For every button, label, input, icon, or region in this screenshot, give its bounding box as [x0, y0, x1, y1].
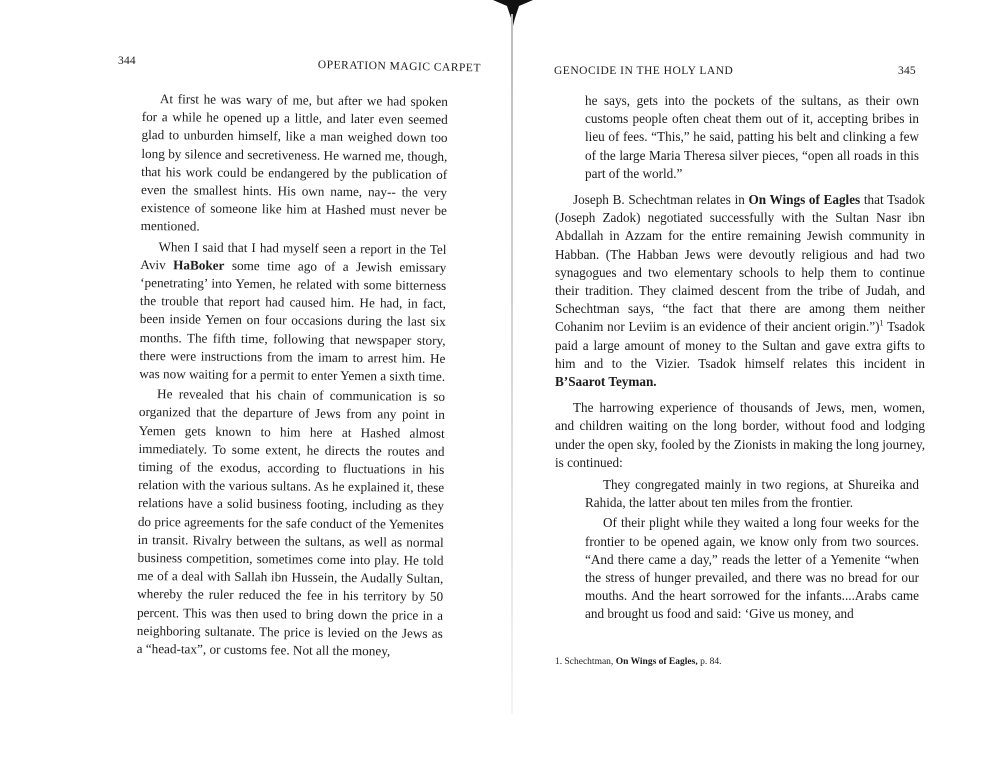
block-quote-continued: he says, gets into the pockets of the sultans, as their own customs people often cheat them out of it, accepting bribes in lieu of fees. “This,” he said, patting his belt and clinking a few of the large Maria Theresa silver pieces, “open all roads in this part of the world.”: [585, 93, 919, 181]
left-page-body: [137, 90, 448, 661]
right-page-number: 345: [898, 65, 916, 77]
paragraph: He revealed that his chain of communication is so organized that the departure of Jews from any point in Yemen gets known to him here at Hashed almost immediately. To some extent, he directs the routes and timing of the exodus, according to fluctuations in his relation with the various sultans. As he explained it, these relations have a solid business footing, including as they do price agreements for the safe conduct of the Yemenites in transit. Rivalry between the sultans, as well as normal business competition, sometimes come into play. He told me of a deal with Sallah ibn Hussein, the Audally Sultan, whereby the ruler reduced the fee in his territory by 50 percent. This was then used to bring down the price in a neighboring sultanate. The price is levied on the Jews as a “head-tax”, or customs fee. Not all the money,: [136, 386, 446, 659]
book-title: On Wings of Eagles: [748, 192, 861, 208]
right-page: [513, 0, 991, 776]
left-page-number: 344: [118, 55, 136, 67]
book-title: B’Saarot Teyman.: [555, 374, 657, 390]
paragraph: When I said that I had myself seen a report in the Tel Aviv HaBoker some time ago of a Jewish emissary ‘penetrating’ into Yemen, he related with some bitterness the trouble that report had caused him. He had, in fact, been inside Yemen on four occasions during the last six months. The fifth time, following that newspaper story, there were instructions from the imam to arrest him. He was now waiting for a permit to enter Yemen a sixth time.: [139, 238, 447, 384]
publication-title: HaBoker: [173, 257, 225, 273]
left-running-head: OPERATION MAGIC CARPET: [317, 59, 482, 75]
block-quote: Of their plight while they waited a long four weeks for the frontier to be opened again, we know only from two sources. “And there came a day,” reads the letter of a Yemenite “when the stress of hunger prevailed, and there was no bread for our mouths. And the heart sorrowed for the infants....Arabs came and brought us food and said: ‘Give us money, and: [585, 515, 919, 622]
right-page-body: [555, 92, 925, 626]
block-quote: They congregated mainly in two regions, at Shureika and Rahida, the latter about ten miles from the frontier.: [585, 477, 919, 511]
footnote: 1. Schechtman, On Wings of Eagles, p. 84.: [555, 657, 722, 667]
paragraph: Joseph B. Schechtman relates in On Wings of Eagles that Tsadok (Joseph Zadok) negotiated successfully with the Sultan Nasr ibn Abdallah in Azzam for the entire remaining Jewish community in Habban. (The Habban Jews were devoutly religious and had two synagogues and two elementary schools to help them to continue their tradition. They claimed descent from the tribe of Judah, and Schechtman says, “the fact that there are among them neither Cohanim nor Leviim is an evidence of their ancient origin.”)$^1$ Tsadok paid a large amount of money to the Sultan and gave extra gifts to him and to the Vizier. Tsadok himself relates this incident in B’Saarot Teyman.: [555, 192, 926, 390]
paragraph: At first he was wary of me, but after we had spoken for a while he opened up a little, and later even seemed glad to unburden himself, like a man weighed down too long by silence and secretiveness. He warned me, though, that his work could be endangered by the publication of even the smallest hints. His own name, nay-- the very existence of someone like him at Hashed must never be mentioned.: [140, 91, 448, 234]
footnote-marker: 1: [879, 319, 884, 329]
right-running-head: GENOCIDE IN THE HOLY LAND: [554, 65, 734, 77]
paragraph: The harrowing experience of thousands of Jews, men, women, and children waiting on the long border, without food and lodging under the open sky, fooled by the Zionists in making the long journey, is continued:: [555, 400, 925, 470]
